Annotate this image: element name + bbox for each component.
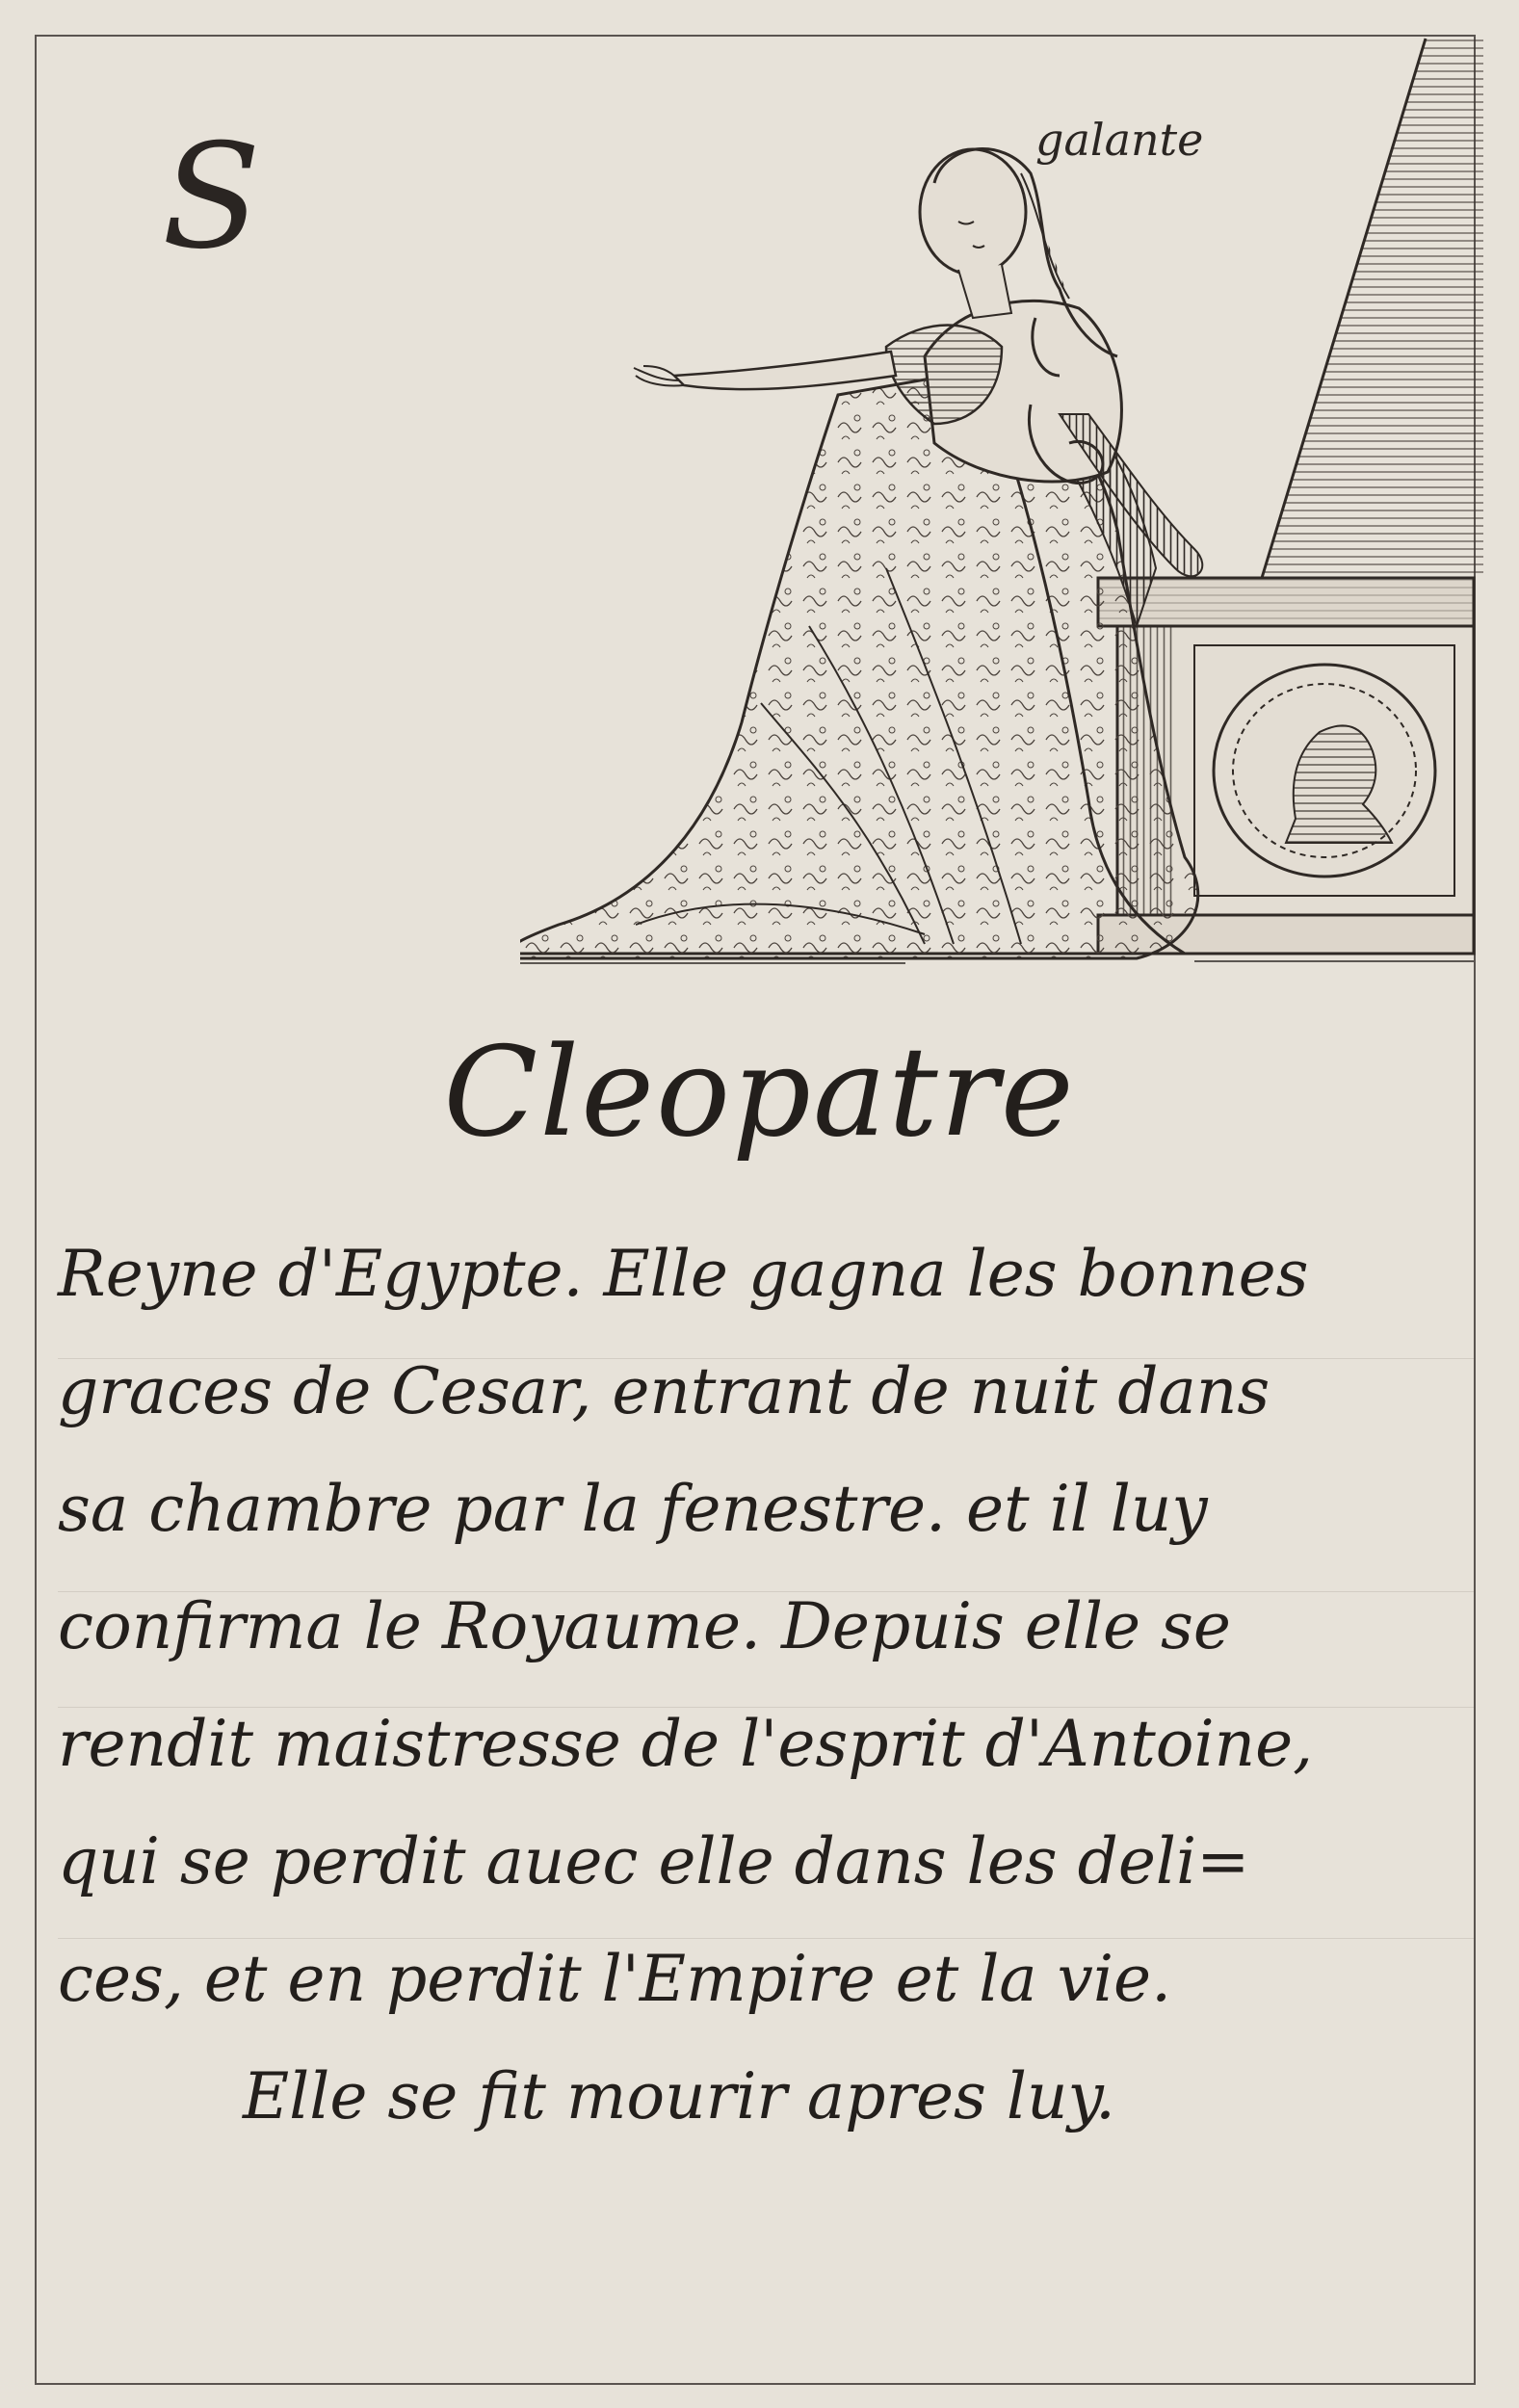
category-label: galante — [1035, 114, 1204, 166]
description-line: Reyne d'Egypte. Elle gagna les bonnes — [58, 1237, 1309, 1311]
cleopatra-engraving — [520, 29, 1483, 992]
kneeling-figure — [520, 149, 1202, 958]
description-line: qui se perdit auec elle dans les deli= — [58, 1824, 1250, 1898]
description-line: rendit maistresse de l'esprit d'Antoine, — [58, 1707, 1314, 1781]
description-line: Elle se fit mourir apres luy. — [242, 2059, 1116, 2133]
description-line: ces, et en perdit l'Empire et la vie. — [58, 1942, 1172, 2016]
suit-letter: S — [162, 114, 261, 281]
description-line: graces de Cesar, entrant de nuit dans — [58, 1354, 1270, 1428]
card-description — [58, 1216, 1445, 2156]
description-line: confirma le Royaume. Depuis elle se — [58, 1589, 1231, 1663]
card-title: Cleopatre — [443, 1021, 1076, 1165]
pyramid — [1262, 39, 1483, 578]
description-line: sa chambre par la fenestre. et il luy — [58, 1472, 1208, 1546]
